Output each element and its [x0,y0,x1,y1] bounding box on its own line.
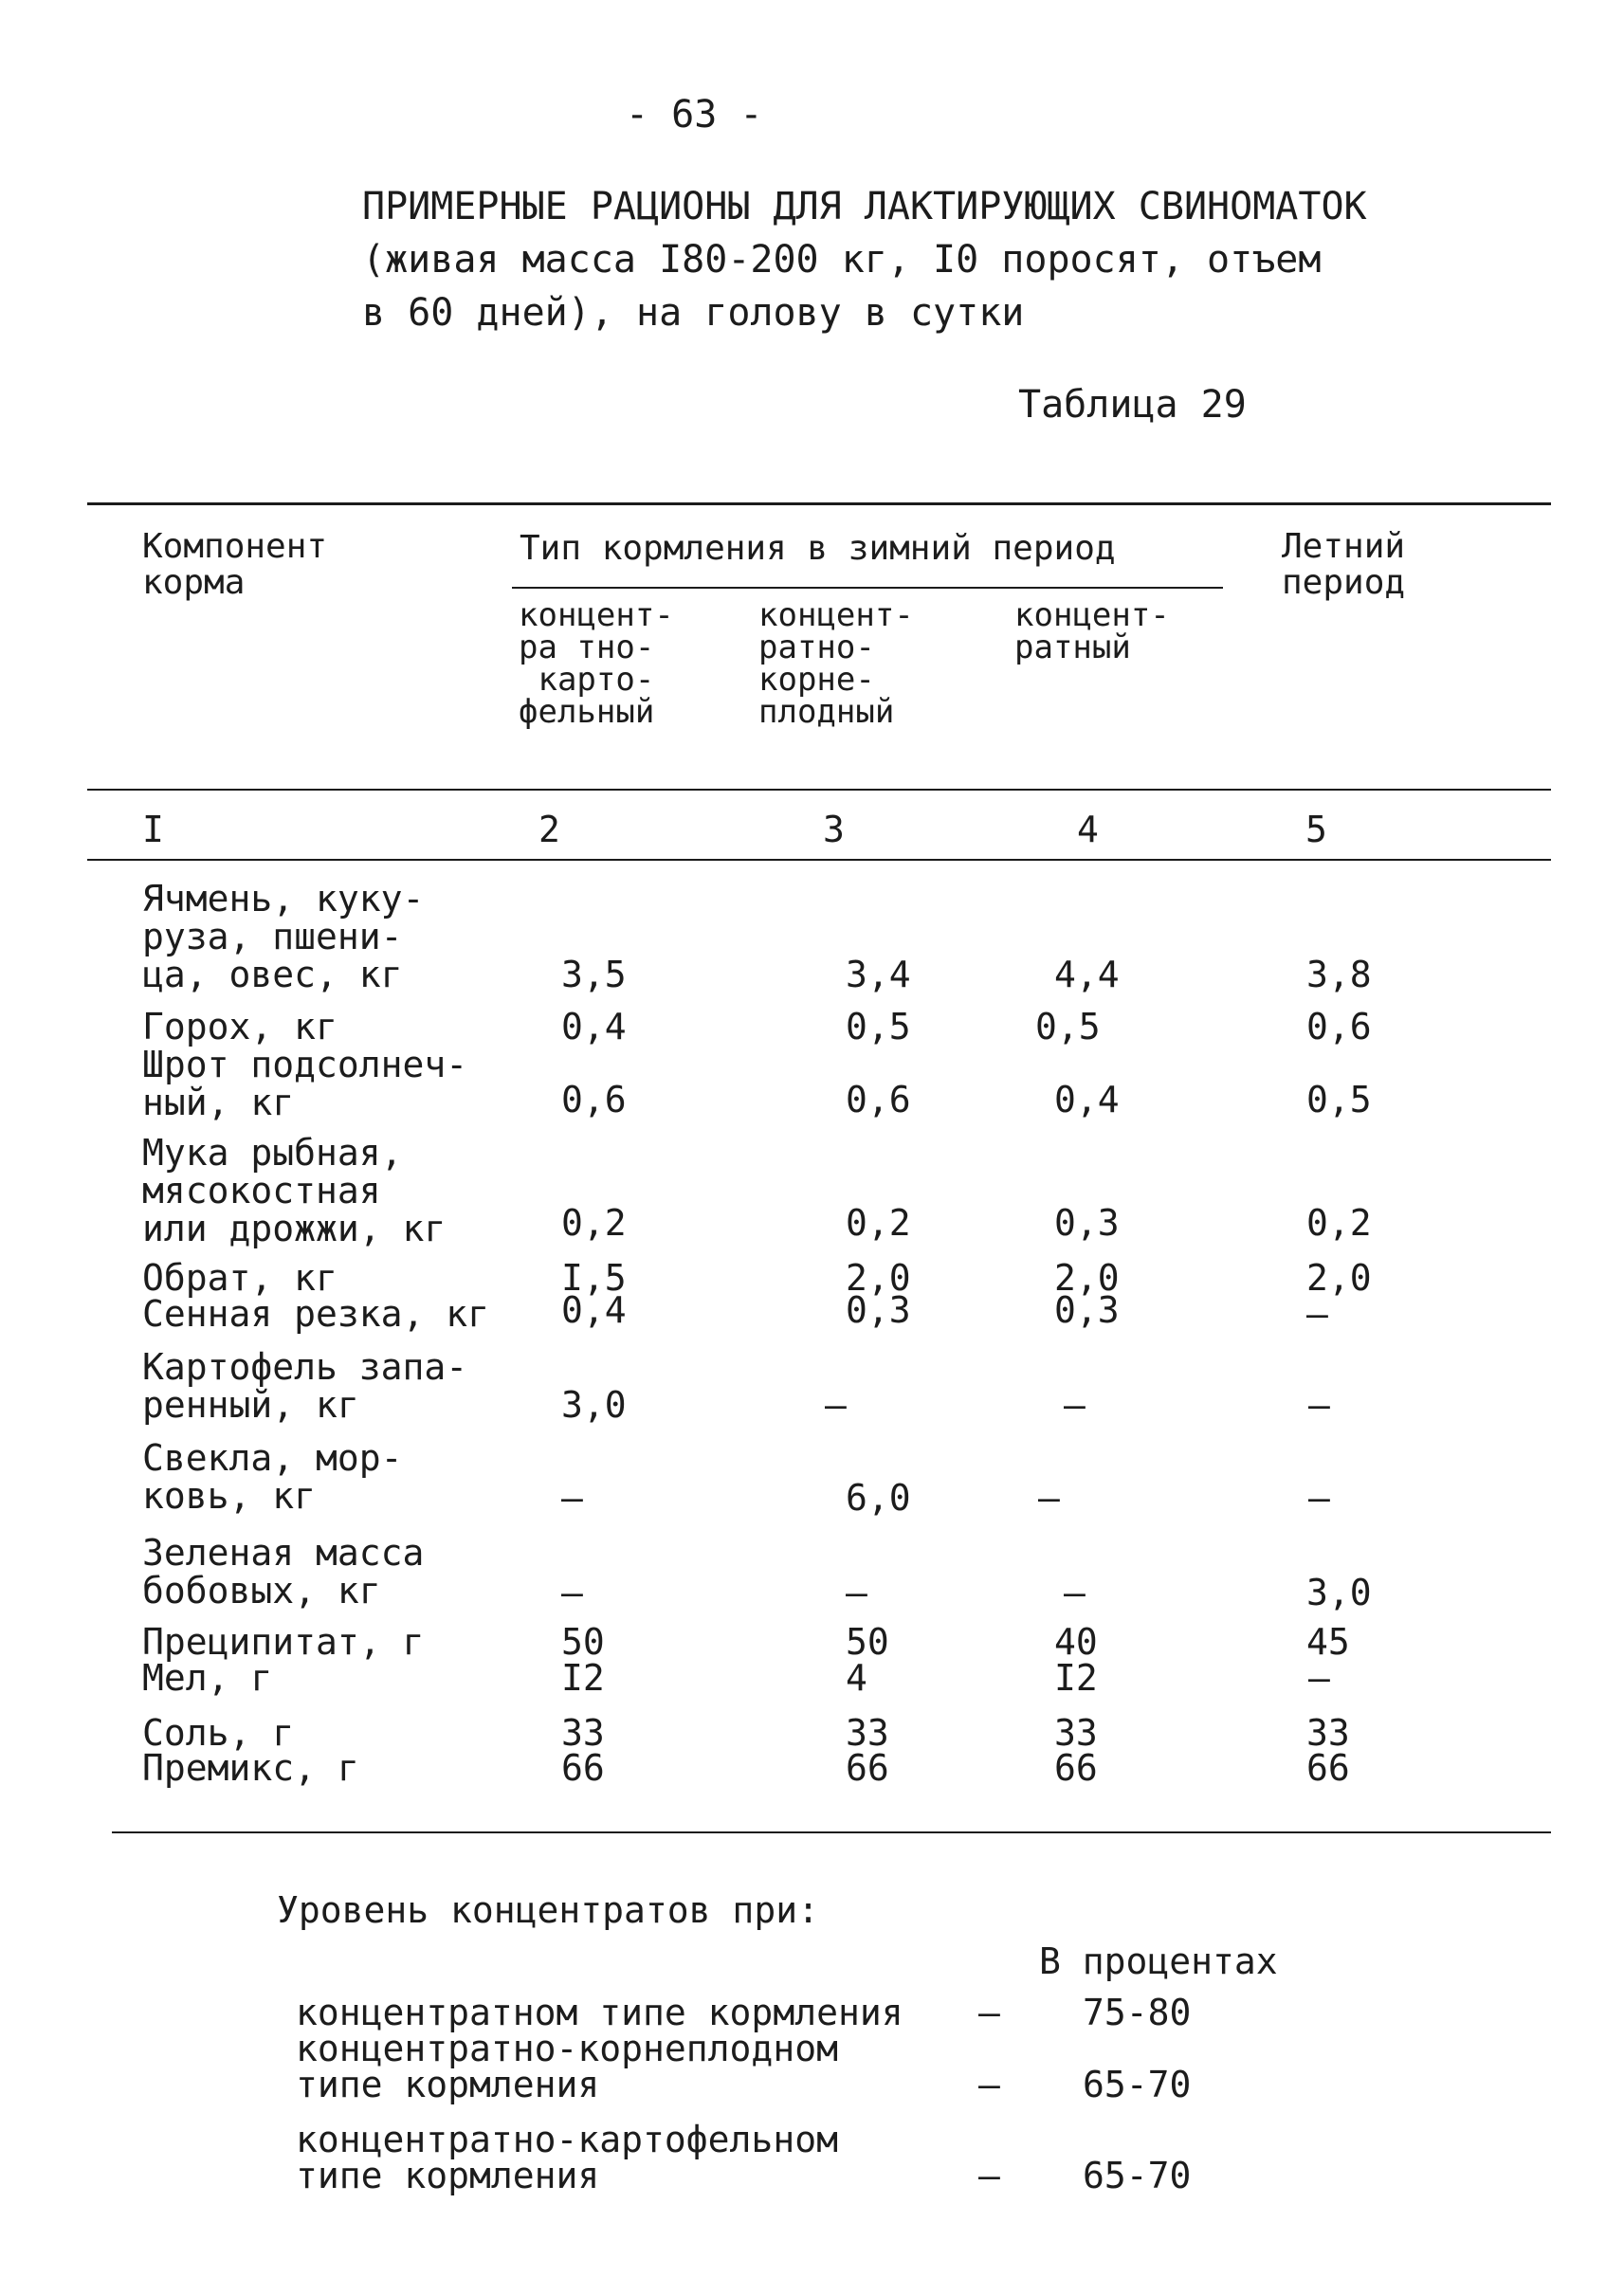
note-item-value: 65-70 [1083,2064,1192,2105]
table-cell: 3,0 [1306,1572,1372,1613]
note-item-label: концентратно-картофельном типе кормления [296,2119,838,2196]
table-cell: 33 [1054,1712,1098,1754]
table-cell: – [1038,1477,1060,1519]
note-item-dash: – [978,1992,1000,2033]
table-cell: 4 [846,1657,867,1699]
row-label-peas: Горох, кг [142,1006,338,1047]
table-cell: 45 [1306,1621,1350,1663]
table-label: Таблица 29 [1018,383,1247,427]
row-label-sunflower-meal: Шрот подсолнеч- ный, кг [142,1044,468,1123]
row-label-green-legumes: Зеленая масса бобовых, кг [142,1532,425,1612]
row-label-chalk: Мел, г [142,1657,273,1699]
note-item-value: 65-70 [1083,2155,1192,2196]
note-item-label: концентратно-корнеплодном типе кормления [296,2028,838,2105]
table-cell: 0,5 [1035,1006,1101,1047]
header-winter: Тип кормления в зимний период [520,529,1116,568]
row-label-salt: Соль, г [142,1712,295,1754]
table-cell: 0,2 [561,1202,627,1244]
row-label-hay-chaff: Сенная резка, кг [142,1293,490,1335]
table-cell: 0,6 [1306,1006,1372,1047]
subheader-concentrate: концент- ратный [1014,596,1170,666]
subheader-concentrate-root: концент- ратно- корне- плодный [758,596,914,731]
table-cell: 3,4 [846,954,911,995]
table-cell: – [561,1572,583,1613]
table-cell: 33 [561,1712,605,1754]
column-number-5: 5 [1305,809,1327,850]
title-line-1: ПРИМЕРНЫЕ РАЦИОНЫ ДЛЯ ЛАКТИРУЮЩИХ СВИНОМАТОК [362,185,1367,228]
column-number-4: 4 [1077,809,1099,850]
row-label-fish-meal: Мука рыбная, мясокостная или дрожжи, кг [142,1132,447,1249]
table-cell: – [561,1477,583,1519]
header-summer: Летний период [1282,527,1406,602]
table-cell: – [1308,1384,1330,1426]
table-cell: 2,0 [1054,1257,1120,1299]
table-cell: 0,5 [1306,1079,1372,1120]
header-bottom-rule [87,789,1551,791]
percent-unit-label: В процентах [1039,1940,1278,1982]
table-cell: 0,4 [1054,1079,1120,1120]
table-cell: 6,0 [846,1477,911,1519]
table-cell: 50 [846,1621,889,1663]
table-cell: 0,3 [1054,1289,1120,1331]
note-item-dash: – [978,2064,1000,2105]
table-cell: 0,2 [846,1202,911,1244]
note-item-label: концентратном типе кормления [296,1992,903,2033]
row-label-grain: Ячмень, куку- руза, пшени- ца, овес, кг [142,878,425,995]
column-number-2: 2 [538,809,560,850]
header-component: Компонент корма [142,527,328,602]
column-number-1: I [142,809,164,850]
note-item-value: 75-80 [1083,1992,1192,2033]
table-cell: 40 [1054,1621,1098,1663]
table-cell: 0,4 [561,1006,627,1047]
table-cell: I2 [1054,1657,1098,1699]
note-item-dash: – [978,2155,1000,2196]
table-cell: I2 [561,1657,605,1699]
table-cell: 0,6 [561,1079,627,1120]
table-cell: 3,0 [561,1384,627,1426]
table-cell: 3,5 [561,954,627,995]
table-cell: – [825,1384,847,1426]
page-number: - 63 - [626,93,763,137]
table-cell: 33 [846,1712,889,1754]
winter-header-rule [512,587,1223,589]
row-label-premix: Премикс, г [142,1747,359,1789]
table-cell: – [1308,1657,1330,1699]
table-cell: 66 [846,1747,889,1789]
table-cell: 4,4 [1054,954,1120,995]
table-cell: 0,5 [846,1006,911,1047]
table-cell: 3,8 [1306,954,1372,995]
table-cell: 0,3 [846,1289,911,1331]
table-cell: 66 [561,1747,605,1789]
table-cell: 0,2 [1306,1202,1372,1244]
table-cell: 0,4 [561,1289,627,1331]
concentrate-level-intro: Уровень концентратов при: [277,1889,819,1931]
table-top-rule [87,502,1551,505]
column-numbers-rule [87,859,1551,861]
table-cell: – [1306,1293,1328,1335]
table-cell: 2,0 [1306,1257,1372,1299]
table-cell: 66 [1054,1747,1098,1789]
table-cell: 50 [561,1621,605,1663]
subheader-concentrate-potato: концент- ра тно- карто- фельный [519,596,674,731]
row-label-precipitate: Преципитат, г [142,1621,425,1663]
table-cell: 2,0 [846,1257,911,1299]
table-bottom-rule [112,1831,1551,1833]
title-line-3: в 60 дней), на голову в сутки [362,291,1025,335]
row-label-beet-carrot: Свекла, мор- ковь, кг [142,1437,403,1517]
table-cell: 0,6 [846,1079,911,1120]
table-cell: 33 [1306,1712,1350,1754]
table-cell: – [1064,1572,1086,1613]
table-cell: – [846,1572,867,1613]
column-number-3: 3 [823,809,845,850]
table-cell: – [1308,1477,1330,1519]
table-cell: 0,3 [1054,1202,1120,1244]
table-cell: 66 [1306,1747,1350,1789]
row-label-steamed-potato: Картофель запа- ренный, кг [142,1346,468,1426]
row-label-skim-milk: Обрат, кг [142,1257,338,1299]
table-cell: – [1064,1384,1086,1426]
table-cell: I,5 [561,1257,627,1299]
title-line-2: (живая масса I80-200 кг, I0 поросят, отъем [362,238,1322,282]
